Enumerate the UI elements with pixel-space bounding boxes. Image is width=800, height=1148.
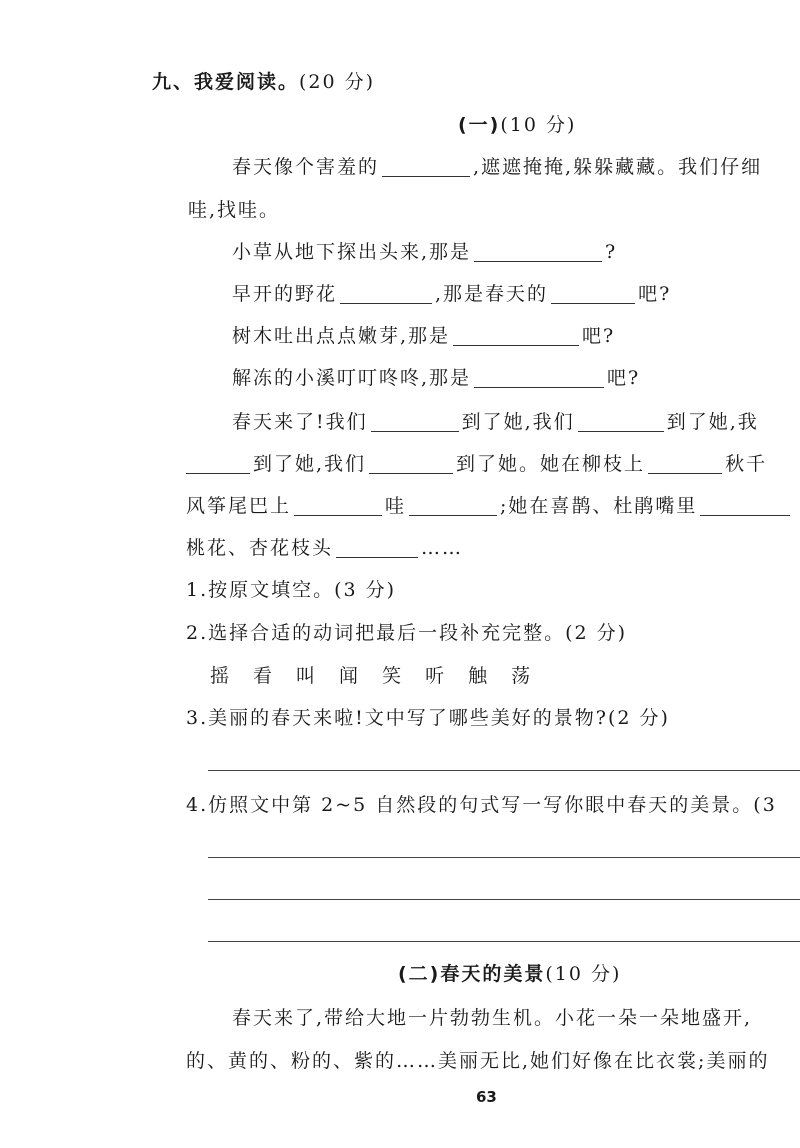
text-segment: 哇 <box>385 495 407 517</box>
text-segment: …… <box>421 537 464 559</box>
text-segment: ;她在喜鹊、杜鹃嘴里 <box>500 495 698 517</box>
section-title <box>152 70 375 94</box>
text-segment: ,遮遮掩掩,躲躲藏藏。我们仔细 <box>473 156 763 178</box>
verb-choice: 荡 <box>511 665 533 687</box>
text-segment: 风筝尾巴上 <box>186 495 292 517</box>
text-segment: 吧? <box>607 367 641 389</box>
part2-heading-score: (10 分) <box>545 963 622 985</box>
text-segment: 到了她,我们 <box>253 453 367 475</box>
question-4: 4.仿照文中第 2~5 自然段的句式写一写你眼中春天的美景。(3 <box>186 794 777 816</box>
passage-line-2 <box>188 198 280 222</box>
passage-line-9 <box>186 494 793 518</box>
fill-blank-10[interactable] <box>369 453 453 474</box>
section-title-main: 九、我爱阅读。 <box>152 71 300 93</box>
text-segment: 春天像个害羞的 <box>232 156 380 178</box>
fill-blank-14[interactable] <box>700 495 790 516</box>
verb-choice: 听 <box>425 665 447 687</box>
text-segment: ,那是春天的 <box>435 283 549 305</box>
text-segment: 小草从地下探出头来,那是 <box>232 241 472 263</box>
verb-choice: 闻 <box>339 665 361 687</box>
text-segment: 桃花、杏花枝头 <box>186 537 334 559</box>
text-segment: 春天来了!我们 <box>232 411 368 433</box>
passage-line-1 <box>232 155 762 179</box>
question-1: 1.按原文填空。(3 分) <box>186 579 397 601</box>
passage-line-3 <box>232 240 617 264</box>
fill-blank-13[interactable] <box>409 495 497 516</box>
answer-line-q4-1[interactable] <box>208 857 800 858</box>
verb-choice: 看 <box>253 665 275 687</box>
part1-heading-score: (10 分) <box>500 114 577 136</box>
part1-heading-label: (一) <box>458 114 501 136</box>
passage-line-4 <box>232 282 671 306</box>
answer-line-q4-2[interactable] <box>208 899 800 900</box>
fill-blank-8[interactable] <box>578 411 664 432</box>
passage-line-7 <box>232 410 759 434</box>
passage-line-6 <box>232 366 640 390</box>
fill-blank-12[interactable] <box>294 495 382 516</box>
text-segment: 秋千 <box>725 453 768 475</box>
part2-line-2: 的、黄的、粉的、紫的……美丽无比,她们好像在比衣裳;美丽的 <box>186 1050 770 1072</box>
fill-blank-1[interactable] <box>382 156 470 177</box>
fill-blank-3[interactable] <box>340 283 432 304</box>
text-segment: 解冻的小溪叮叮咚咚,那是 <box>232 367 472 389</box>
part2-heading-label: (二)春天的美景 <box>398 963 546 985</box>
passage-line-5 <box>232 324 615 348</box>
text-segment: 到了她。她在柳枝上 <box>456 453 646 475</box>
question-3: 3.美丽的春天来啦!文中写了哪些美好的景物?(2 分) <box>186 707 670 729</box>
fill-blank-2[interactable] <box>474 241 602 262</box>
passage-line-10 <box>186 536 463 560</box>
fill-blank-7[interactable] <box>371 411 459 432</box>
verb-choice: 触 <box>468 665 490 687</box>
part2-line-1: 春天来了,带给大地一片勃勃生机。小花一朵一朵地盛开, <box>232 1007 753 1029</box>
verb-choice: 笑 <box>382 665 404 687</box>
part1-heading <box>458 113 576 137</box>
page-number: 63 <box>476 1088 497 1106</box>
text-segment: 哇,找哇。 <box>188 199 281 221</box>
verb-choices <box>210 664 554 688</box>
text-segment: 到了她,我们 <box>461 411 575 433</box>
text-segment: 吧? <box>638 283 672 305</box>
section-title-score: (20 分) <box>299 71 376 93</box>
fill-blank-11[interactable] <box>648 453 722 474</box>
fill-blank-5[interactable] <box>453 325 579 346</box>
verb-choice: 叫 <box>296 665 318 687</box>
answer-line-q3[interactable] <box>208 770 800 771</box>
text-segment: 到了她,我 <box>666 411 759 433</box>
fill-blank-4[interactable] <box>551 283 635 304</box>
text-segment: 吧? <box>582 325 616 347</box>
part2-heading <box>398 962 621 986</box>
verb-choice: 摇 <box>210 665 232 687</box>
fill-blank-9[interactable] <box>186 453 250 474</box>
fill-blank-15[interactable] <box>336 537 418 558</box>
answer-line-q4-3[interactable] <box>208 941 800 942</box>
text-segment: ? <box>605 241 618 263</box>
text-segment: 树木吐出点点嫩芽,那是 <box>232 325 451 347</box>
text-segment: 早开的野花 <box>232 283 338 305</box>
question-2: 2.选择合适的动词把最后一段补充完整。(2 分) <box>186 622 628 644</box>
fill-blank-6[interactable] <box>474 367 604 388</box>
passage-line-8 <box>186 452 767 476</box>
